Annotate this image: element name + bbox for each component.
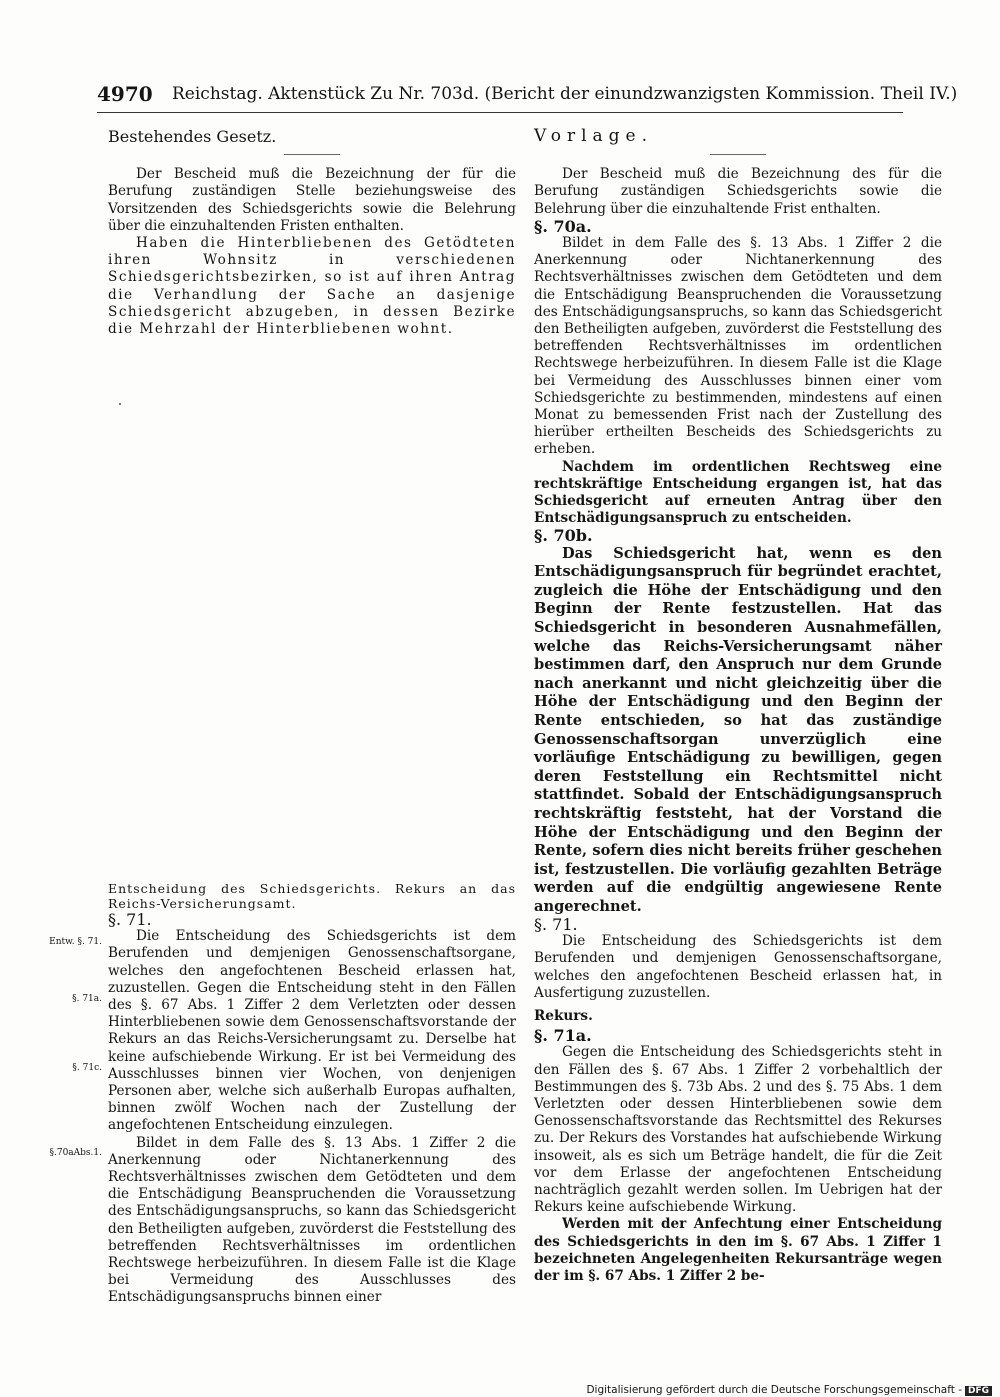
margin-note: Entw. §. 71. xyxy=(49,937,102,947)
left-section-caption: Entscheidung des Schiedsgerichts. Rekurs an das Reichs-Versicherungsamt. xyxy=(108,881,516,911)
header-title: Reichstag. Aktenstück Zu Nr. 703d. (Bericht der einundzwanzigsten Kommission. Theil IV.) xyxy=(172,84,958,104)
page-footer xyxy=(586,1384,992,1396)
right-paragraph-1: Der Bescheid muß die Bezeichnung des für die Berufung zuständigen Schiedsgerichts sowie die Belehrung über die einzuhaltende Frist enthalten. xyxy=(534,166,942,217)
left-section-70a-text: Bildet in dem Falle des §. 13 Abs. 1 Ziffer 2 die Anerkennung oder Nichtanerkennung des Rechtsverhältnisses zwischen dem Getödteten und dem die Entschädigung Beanspruchenden die Voraussetzung des Entschädigungsanspruchs, so kann das Schiedsgericht den Betheiligten aufgeben, zuvörderst die Feststellung des betreffenden Rechtsverhältnisses im ordentlichen Rechtswege herbeizuführen. In diesem Falle ist die Klage bei Vermeidung des Ausschlusses des Entschädigungsanspruchs binnen einer xyxy=(108,1134,516,1306)
page-header xyxy=(97,82,958,110)
right-section-70a-text-2: Nachdem im ordentlichen Rechtsweg eine rechtskräftige Entscheidung ergangen ist, hat das Schiedsgericht auf erneuten Antrag über den Entschädigungsanspruch zu entscheiden. xyxy=(534,458,942,527)
heading-divider xyxy=(284,154,340,155)
right-section-71a-text: Gegen die Entscheidung des Schiedsgerichts steht in den Fällen des §. 67 Abs. 1 Ziffer 2 vorbehaltlich der Bestimmungen des §. 73b Abs. 2 und des §. 75 Abs. 1 dem Verletzten oder dessen Hinterbliebenen sowie dem Genossenschaftsvorstande das Rechtsmittel des Rekurses zu. Der Rekurs des Vorstandes hat aufschiebende Wirkung insoweit, als es sich um Beträge handelt, die für die Zeit vor dem Erlasse der angefochtenen Entscheidung nachträglich gezahlt werden sollen. Im Uebrigen hat der Rekurs keine aufschiebende Wirkung. xyxy=(534,1044,942,1216)
right-section-71-title: §. 71. xyxy=(534,915,578,934)
right-column-lower xyxy=(534,916,942,1285)
right-section-70a-title: §. 70a. xyxy=(534,216,592,236)
margin-note: §. 71a. xyxy=(72,994,102,1004)
right-section-70b-title: §. 70b. xyxy=(534,526,593,546)
margin-note: §.70aAbs.1. xyxy=(49,1148,102,1158)
right-heading: Vorlage. xyxy=(534,126,653,146)
right-section-71a-title: §. 71a. xyxy=(534,1026,592,1046)
left-paragraph-1: Der Bescheid muß die Bezeichnung der für die Berufung zuständigen Stelle beziehungsweise des Vorsitzenden des Schiedsgerichts sowie die Belehrung über die einzuhaltenden Fristen enthalten. xyxy=(108,166,516,234)
stray-mark xyxy=(119,403,121,405)
page-number: 4970 xyxy=(97,82,153,106)
right-column xyxy=(534,128,942,917)
right-section-71a-text-2: Werden mit der Anfechtung einer Entscheidung des Schiedsgerichts in den im §. 67 Abs. 1 Ziffer 1 bezeichneten Angelegenheiten Rekursanträge wegen der im §. 67 Abs. 1 Ziffer 2 be- xyxy=(534,1216,942,1285)
heading-divider xyxy=(710,154,766,155)
left-section-71-text: Die Entscheidung des Schiedsgerichts ist dem Berufenden und demjenigen Genossenschaftsorgane, welches den angefochtenen Bescheid erlassen hat, zuzustellen. Gegen die Entscheidung steht in den Fällen des §. 67 Abs. 1 Ziffer 2 dem Verletzten oder dessen Hinterbliebenen sowie dem Genossenschaftsvorstande der Rekurs an das Reichs-Versicherungsamt zu. Derselbe hat keine aufschiebende Wirkung. Er ist bei Vermeidung des Ausschlusses binnen vier Wochen, von denjenigen Personen aber, welche sich außerhalb Europas aufhalten, binnen zwölf Wochen nach der Zustellung der angefochtenen Entscheidung einzulegen. xyxy=(108,928,516,1134)
right-section-70a-text: Bildet in dem Falle des §. 13 Abs. 1 Ziffer 2 die Anerkennung oder Nichtanerkennung des Rechtsverhältnisses zwischen dem Getödteten und dem die Entschädigung Beanspruchenden die Voraussetzung des Entschädigungsanspruchs, so kann das Schiedsgericht den Betheiligten aufgeben, zuvörderst die Feststellung des betreffenden Rechtsverhältnisses im ordentlichen Rechtswege herbeizuführen. In diesem Falle ist die Klage bei Vermeidung des Ausschlusses binnen einer vom Schiedsgerichte zu bestimmenden, mindestens auf einen Monat zu bemessenden Frist nach der Zustellung des hierüber ertheilten Bescheids des Schiedsgerichts zu erheben. xyxy=(534,235,942,458)
right-section-71-text: Die Entscheidung des Schiedsgerichts ist dem Berufenden und demjenigen Genossenschaftsorgane, welches den angefochtenen Bescheid erlassen hat, in Ausfertigung zuzustellen. xyxy=(534,933,942,1001)
header-rule xyxy=(97,112,903,113)
dfg-logo: DFG xyxy=(965,1386,992,1396)
right-rekurs-heading: Rekurs. xyxy=(534,1008,593,1025)
left-column-lower xyxy=(108,881,516,1307)
margin-note: §. 71c. xyxy=(72,1063,102,1073)
left-section-71-title: §. 71. xyxy=(108,910,152,929)
footer-text: Digitalisierung gefördert durch die Deutsche Forschungsgemeinschaft - xyxy=(586,1384,962,1396)
left-column xyxy=(108,128,516,338)
left-heading: Bestehendes Gesetz. xyxy=(108,127,277,146)
right-section-70b-text: Das Schiedsgericht hat, wenn es den Entschädigungsanspruch für begründet erachtet, zugleich die Höhe der Entschädigung und den Beginn der Rente festzustellen. Hat das Schiedsgericht in besonderen Ausnahmefällen, welche das Reichs-Versicherungsamt näher bestimmen darf, den Anspruch nur dem Grunde nach anerkannt und nicht gleichzeitig über die Höhe der Entschädigung und den Beginn der Rente entschieden, so hat das zuständige Genossenschaftsorgan unverzüglich eine vorläufige Entschädigung zu bewilligen, gegen deren Feststellung ein Rechtsmittel nicht stattfindet. Sobald der Entschädigungsanspruch rechtskräftig feststeht, hat der Vorstand die Höhe der Entschädigung und den Beginn der Rente, sofern dies nicht bereits früher geschehen ist, festzustellen. Die vorläufig gezahlten Beträge werden auf die endgültig angewiesene Rente angerechnet. xyxy=(534,544,942,915)
left-paragraph-2: Haben die Hinterbliebenen des Getödteten ihren Wohnsitz in verschiedenen Schiedsgerichtsbezirken, so ist auf ihren Antrag die Verhandlung der Sache an dasjenige Schiedsgericht abzugeben, in dessen Bezirke die Mehrzahl der Hinterbliebenen wohnt. xyxy=(108,235,516,338)
